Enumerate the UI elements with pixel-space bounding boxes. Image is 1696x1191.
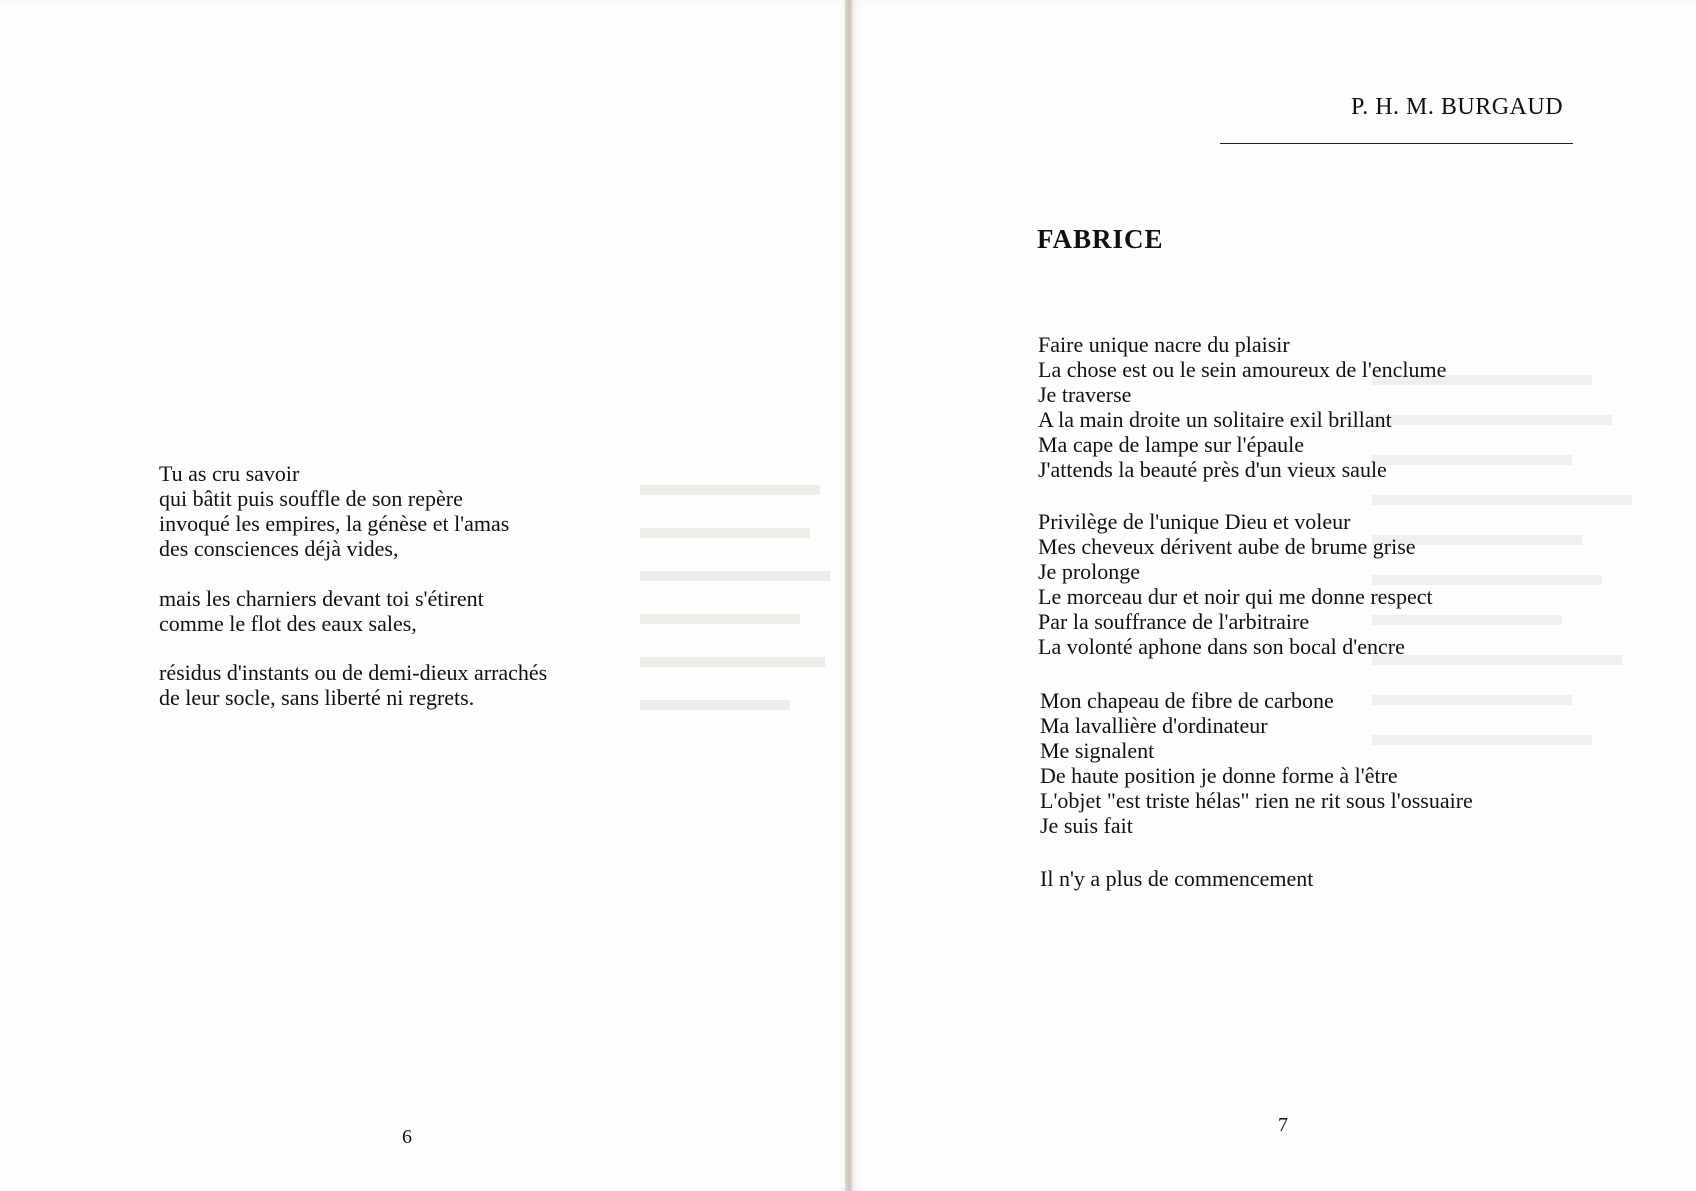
poem-line: Me signalent bbox=[1040, 738, 1155, 763]
right-stanza-4 bbox=[1040, 866, 1313, 891]
poem-line: A la main droite un solitaire exil brillant bbox=[1038, 407, 1392, 432]
poem-line: mais les charniers devant toi s'étirent bbox=[159, 586, 484, 611]
poem-line: J'attends la beauté près d'un vieux saule bbox=[1038, 457, 1387, 482]
poem-line: Privilège de l'unique Dieu et voleur bbox=[1038, 509, 1351, 534]
poem-line: invoqué les empires, la génèse et l'amas bbox=[159, 511, 510, 536]
left-stanza-2 bbox=[159, 586, 484, 636]
poem-line: Mon chapeau de fibre de carbone bbox=[1040, 688, 1334, 713]
page-number-left: 6 bbox=[402, 1126, 412, 1148]
left-stanza-1 bbox=[159, 461, 509, 561]
author-underline bbox=[1220, 143, 1573, 144]
poem-line: qui bâtit puis souffle de son repère bbox=[159, 486, 463, 511]
poem-line: L'objet "est triste hélas" rien ne rit sous l'ossuaire bbox=[1040, 788, 1473, 813]
poem-line: Le morceau dur et noir qui me donne respect bbox=[1038, 584, 1433, 609]
right-stanza-2 bbox=[1038, 509, 1433, 659]
poem-line: Je suis fait bbox=[1040, 813, 1133, 838]
poem-line: Je traverse bbox=[1038, 382, 1132, 407]
author-name: P. H. M. BURGAUD bbox=[1351, 94, 1564, 120]
poem-line: comme le flot des eaux sales, bbox=[159, 611, 417, 636]
poem-line: des consciences déjà vides, bbox=[159, 536, 399, 561]
page-number-right: 7 bbox=[1278, 1114, 1288, 1136]
right-stanza-3 bbox=[1040, 688, 1473, 838]
poem-line: Ma lavallière d'ordinateur bbox=[1040, 713, 1268, 738]
poem-line: La chose est ou le sein amoureux de l'enclume bbox=[1038, 357, 1447, 382]
poem-line: Par la souffrance de l'arbitraire bbox=[1038, 609, 1310, 634]
poem-line: Je prolonge bbox=[1038, 559, 1141, 584]
poem-line: De haute position je donne forme à l'être bbox=[1040, 763, 1398, 788]
poem-line: Tu as cru savoir bbox=[159, 461, 300, 486]
left-stanza-3 bbox=[159, 660, 547, 710]
bleed-through-left bbox=[640, 460, 840, 730]
poem-line: Il n'y a plus de commencement bbox=[1040, 866, 1314, 891]
poem-line: Mes cheveux dérivent aube de brume grise bbox=[1038, 534, 1416, 559]
poem-line: Ma cape de lampe sur l'épaule bbox=[1038, 432, 1305, 457]
poem-line: de leur socle, sans liberté ni regrets. bbox=[159, 685, 475, 710]
poem-line: La volonté aphone dans son bocal d'encre bbox=[1038, 634, 1405, 659]
poem-line: résidus d'instants ou de demi-dieux arrachés bbox=[159, 660, 548, 685]
right-stanza-1 bbox=[1038, 332, 1446, 482]
poem-line: Faire unique nacre du plaisir bbox=[1038, 332, 1290, 357]
poem-title: FABRICE bbox=[1037, 224, 1164, 254]
